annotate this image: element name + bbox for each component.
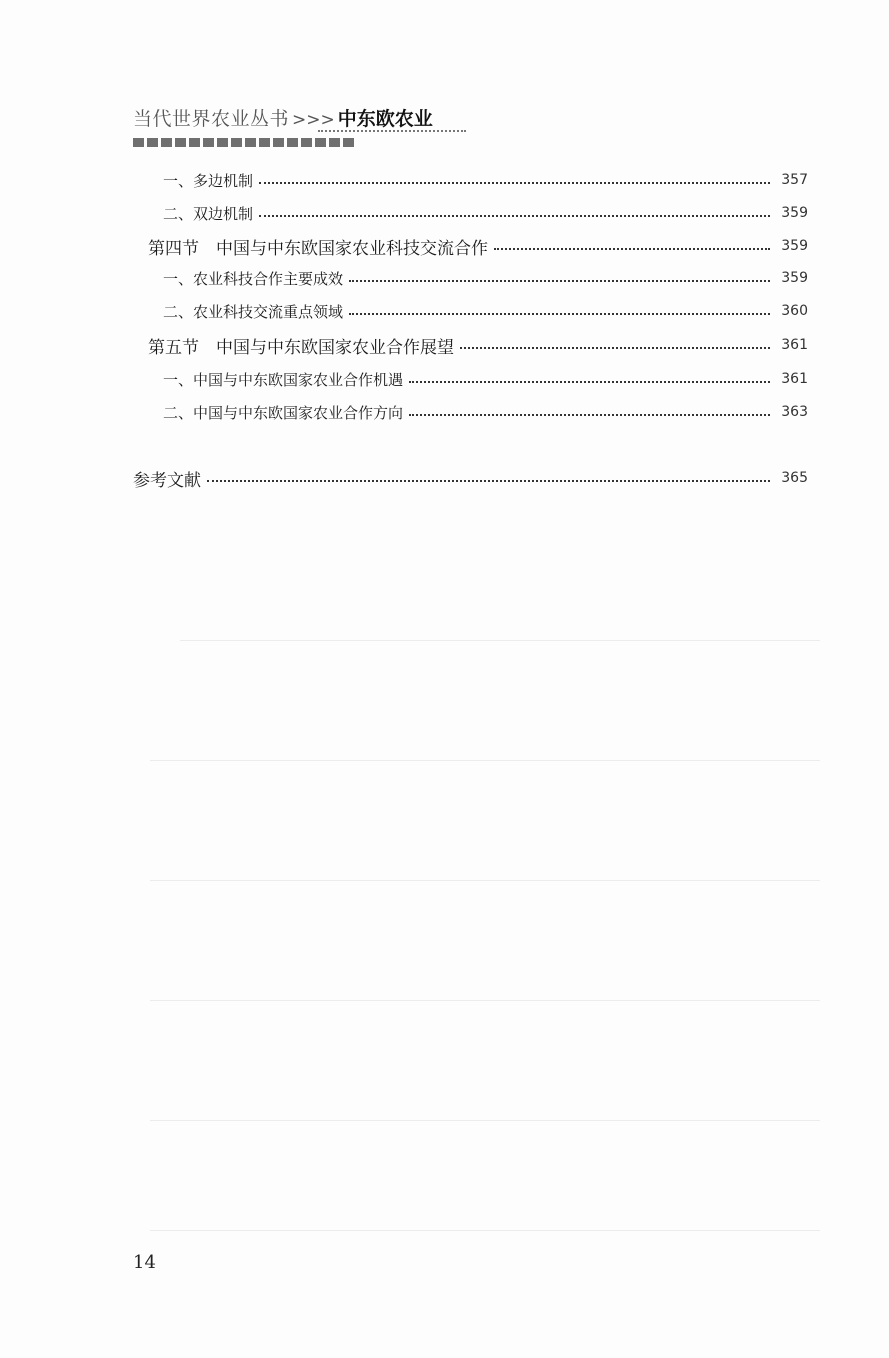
toc-dot-leader	[409, 414, 770, 416]
running-header	[133, 104, 473, 131]
toc-entry[interactable]	[163, 167, 808, 193]
header-decorative-bar	[133, 138, 355, 147]
bleed-through-line	[150, 1000, 820, 1001]
toc-page-number: 361	[781, 371, 808, 387]
toc-page-number: 361	[781, 337, 808, 353]
toc-dot-leader	[349, 280, 770, 282]
toc-page-number: 365	[781, 470, 808, 486]
toc-entry-title: 一、农业科技合作主要成效	[163, 269, 344, 288]
toc-entry[interactable]	[163, 298, 808, 324]
toc-references-title: 参考文献	[133, 470, 201, 491]
toc-dot-leader	[259, 182, 770, 184]
toc-entry-title: 二、中国与中东欧国家农业合作方向	[163, 403, 404, 422]
toc-dot-leader	[259, 215, 770, 217]
toc-entry-title: 一、多边机制	[163, 171, 254, 190]
toc-dot-leader	[349, 313, 770, 315]
toc-entry-title: 二、农业科技交流重点领域	[163, 302, 344, 321]
toc-section-entry[interactable]	[148, 332, 808, 358]
toc-dot-leader	[207, 480, 770, 482]
page-number: 14	[133, 1252, 156, 1273]
book-title: 中东欧农业	[337, 108, 433, 130]
bleed-through-line	[150, 880, 820, 881]
toc-page-number: 359	[781, 238, 808, 254]
toc-dot-leader	[460, 347, 770, 349]
toc-dot-leader	[494, 248, 770, 250]
toc-entry[interactable]	[163, 366, 808, 392]
header-dotted-rule	[318, 130, 466, 132]
toc-dot-leader	[409, 381, 770, 383]
toc-page-number: 359	[781, 270, 808, 286]
toc-section-title: 第四节 中国与中东欧国家农业科技交流合作	[148, 238, 488, 259]
bleed-through-line	[180, 640, 820, 641]
toc-page-number: 359	[781, 205, 808, 221]
toc-section-entry[interactable]	[148, 233, 808, 259]
toc-entry[interactable]	[163, 200, 808, 226]
header-separator: >>>	[292, 110, 335, 130]
bleed-through-line	[150, 1120, 820, 1121]
bleed-through-line	[150, 760, 820, 761]
toc-entry[interactable]	[163, 265, 808, 291]
toc-references-entry[interactable]	[133, 465, 808, 491]
toc-page-number: 360	[781, 303, 808, 319]
toc-entry[interactable]	[163, 399, 808, 425]
series-title: 当代世界农业丛书	[133, 108, 290, 130]
bleed-through-line	[150, 1230, 820, 1231]
toc-entry-title: 二、双边机制	[163, 204, 254, 223]
toc-section-title: 第五节 中国与中东欧国家农业合作展望	[148, 337, 454, 358]
toc-entry-title: 一、中国与中东欧国家农业合作机遇	[163, 370, 404, 389]
toc-page-number: 363	[781, 404, 808, 420]
toc-page-number: 357	[781, 172, 808, 188]
